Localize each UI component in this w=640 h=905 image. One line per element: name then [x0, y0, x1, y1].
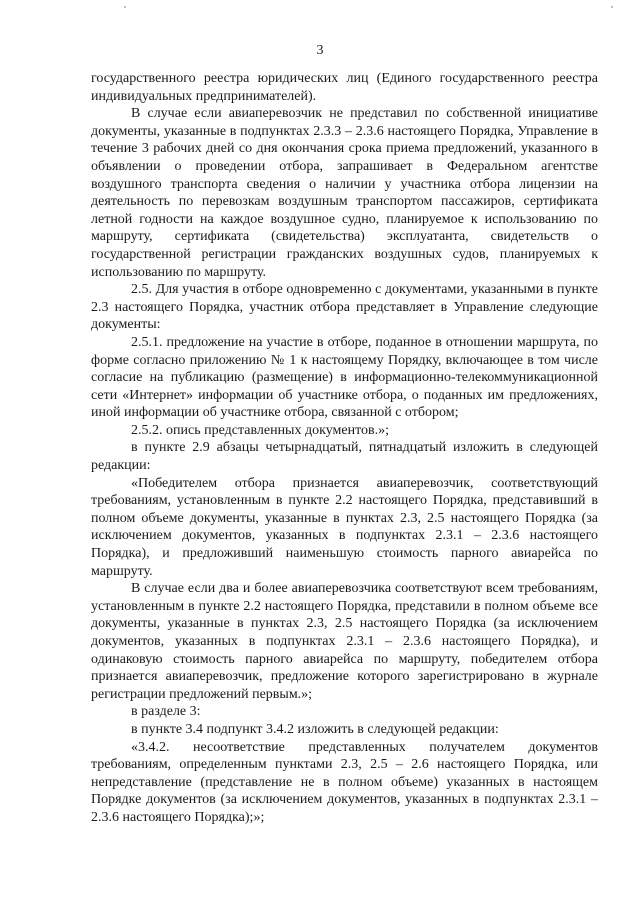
paragraph: В случае если два и более авиаперевозчика соответствуют всем требованиям, установленным в пункте 2.2 настоящего Порядка, представили в полном объеме все документы, указанные в пунктах 2.3, 2.5 настоящего Порядка (за исключением документов, указанных в подпунктах 2.3.1 – 2.3.6 настоящего Порядка), и одинаковую стоимость парного авиарейса по маршруту, победителем отбора признается авиаперевозчик, предложение которого зарегистрировано в журнале регистрации предложений первым.»;: [91, 581, 598, 702]
paragraph: государственного реестра юридических лиц (Единого государственного реестра индивидуальных предпринимателей).: [91, 71, 598, 104]
paragraph: «Победителем отбора признается авиаперевозчик, соответствующий требованиям, установленным в пункте 2.2 настоящего Порядка, представивший в полном объеме документы, указанные в пунктах 2.3, 2.5 настоящего Порядка (за исключением документов, указанных в подпунктах 2.3.1 – 2.3.6 настоящего Порядка), и предложивший наименьшую стоимость парного авиарейса по маршруту.: [91, 475, 598, 579]
paragraph: «3.4.2. несоответствие представленных получателем документов требованиям, определенным пунктами 2.3, 2.5 – 2.6 настоящего Порядка, или непредставление (представление не в полном объеме) указанных в настоящем Порядке документов (за исключением документов, указанных в подпунктах 2.3.1 – 2.3.6 настоящего Порядка);»;: [91, 739, 598, 825]
paragraph: в пункте 3.4 подпункт 3.4.2 изложить в следующей редакции:: [131, 721, 499, 737]
scan-speck: [124, 6, 126, 8]
paragraph: 2.5. Для участия в отборе одновременно с документами, указанными в пункте 2.3 настоящего Порядка, участник отбора представляет в Управление следующие документы:: [91, 282, 598, 333]
paragraph: в разделе 3:: [131, 704, 201, 720]
scan-speck: [611, 6, 613, 8]
paragraph: в пункте 2.9 абзацы четырнадцатый, пятнадцатый изложить в следующей редакции:: [91, 440, 598, 474]
paragraph: В случае если авиаперевозчик не представил по собственной инициативе документы, указанные в подпунктах 2.3.3 – 2.3.6 настоящего Порядка, Управление в течение 3 рабочих дней со дня окончания срока приема предложений, указанного в объявлении о проведении отбора, запрашивает в Федеральном агентстве воздушного транспорта сведения о наличии у участника отбора лицензии на деятельность по перевозкам воздушным транспортом пассажиров, сертификата летной годности на каждое воздушное судно, планируемое к использованию по маршруту, сертификата (свидетельства) эксплуатанта, свидетельств о государственной регистрации гражданских воздушных судов, планируемых к использованию по маршруту.: [91, 106, 598, 280]
paragraph: 2.5.2. опись представленных документов.»;: [131, 422, 390, 438]
paragraph: 2.5.1. предложение на участие в отборе, поданное в отношении маршрута, по форме согласно приложению № 1 к настоящему Порядку, включающее в том числе согласие на публикацию (размещение) в информационно-телекоммуникационной сети «Интернет» информации об участнике отбора, о поданных им предложениях, иной информации об участнике отбора, связанной с отбором;: [91, 334, 598, 421]
page-number: 3: [316, 43, 324, 58]
document-body: [91, 70, 598, 827]
